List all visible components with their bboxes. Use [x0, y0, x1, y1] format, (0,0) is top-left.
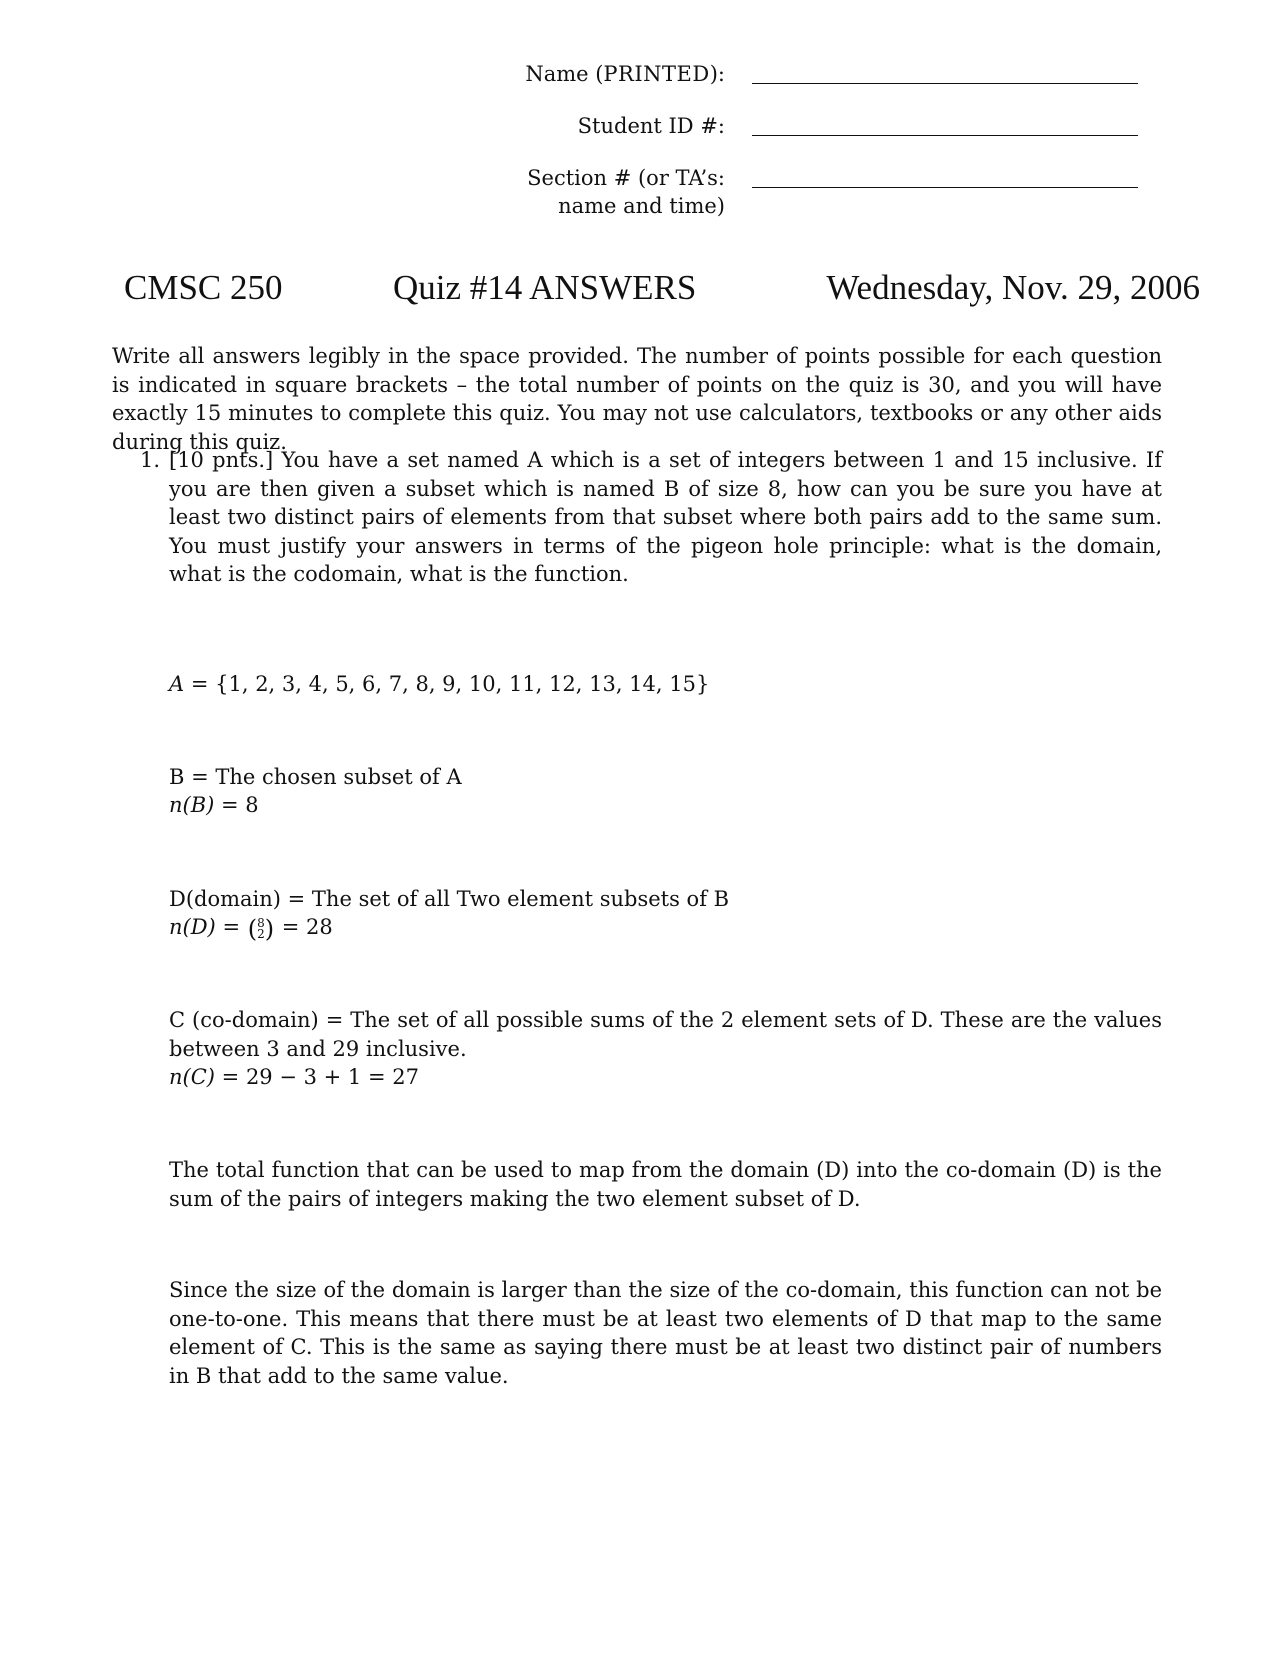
- section-label-line1: Section # (or TA’s:: [527, 166, 725, 190]
- section-field-row: [0, 165, 1280, 221]
- set-b-definition: B = The chosen subset of A: [169, 765, 462, 789]
- quiz-date: Wednesday, Nov. 29, 2006: [826, 268, 1200, 307]
- binomial-coefficient: ( 8 2 ): [247, 914, 275, 943]
- conclusion: Since the size of the domain is larger than the size of the co-domain, this function can not be one-to-one. This means that there must be at least two elements of D that map to the same element of C. This is the same as saying there must be at least two distinct pair of numbers in B that add to the same value.: [169, 1278, 1162, 1388]
- function-description: The total function that can be used to map from the domain (D) into the co-domain (D) is the sum of the pairs of integers making the two element subset of D.: [169, 1158, 1162, 1211]
- set-a-definition: A = {1, 2, 3, 4, 5, 6, 7, 8, 9, 10, 11, 12, 13, 14, 15}: [169, 672, 710, 696]
- question-number: 1.: [140, 448, 161, 472]
- name-label: Name (PRINTED):: [525, 62, 725, 86]
- instructions: Write all answers legibly in the space provided. The number of points possible for each question is indicated in square brackets – the total number of points on the quiz is 30, and you will have exactly 15 minutes to complete this quiz. You may not use calculators, textbooks or any other aids during this quiz.: [112, 344, 1162, 454]
- codomain-definition: C (co-domain) = The set of all possible sums of the 2 element sets of D. These are the values between 3 and 29 inclusive.: [169, 1008, 1162, 1061]
- section-blank-line[interactable]: [752, 187, 1138, 188]
- name-blank-line[interactable]: [752, 83, 1138, 84]
- student-id-blank-line[interactable]: [752, 135, 1138, 136]
- domain-size: n(D) = ( 8 2 ) = 28: [169, 914, 333, 943]
- student-id-label: Student ID #:: [577, 114, 725, 138]
- codomain-size: n(C) = 29 − 3 + 1 = 27: [169, 1065, 419, 1089]
- section-label-line2: name and time): [558, 194, 725, 218]
- domain-definition: D(domain) = The set of all Two element subsets of B: [169, 887, 730, 911]
- question-text: [10 pnts.] You have a set named A which is a set of integers between 1 and 15 inclusive. If you are then given a subset which is named B of size 8, how can you be sure you have at least two distinct pairs of elements from that subset where both pairs add to the same sum. You must justify your answers in terms of the pigeon hole principle: what is the domain, what is the codomain, what is the function.: [169, 448, 1162, 586]
- quiz-title: Quiz #14 ANSWERS: [393, 268, 697, 307]
- title-row: [0, 268, 1280, 312]
- set-b-size: n(B) = 8: [169, 793, 259, 817]
- course-title: CMSC 250: [124, 268, 283, 307]
